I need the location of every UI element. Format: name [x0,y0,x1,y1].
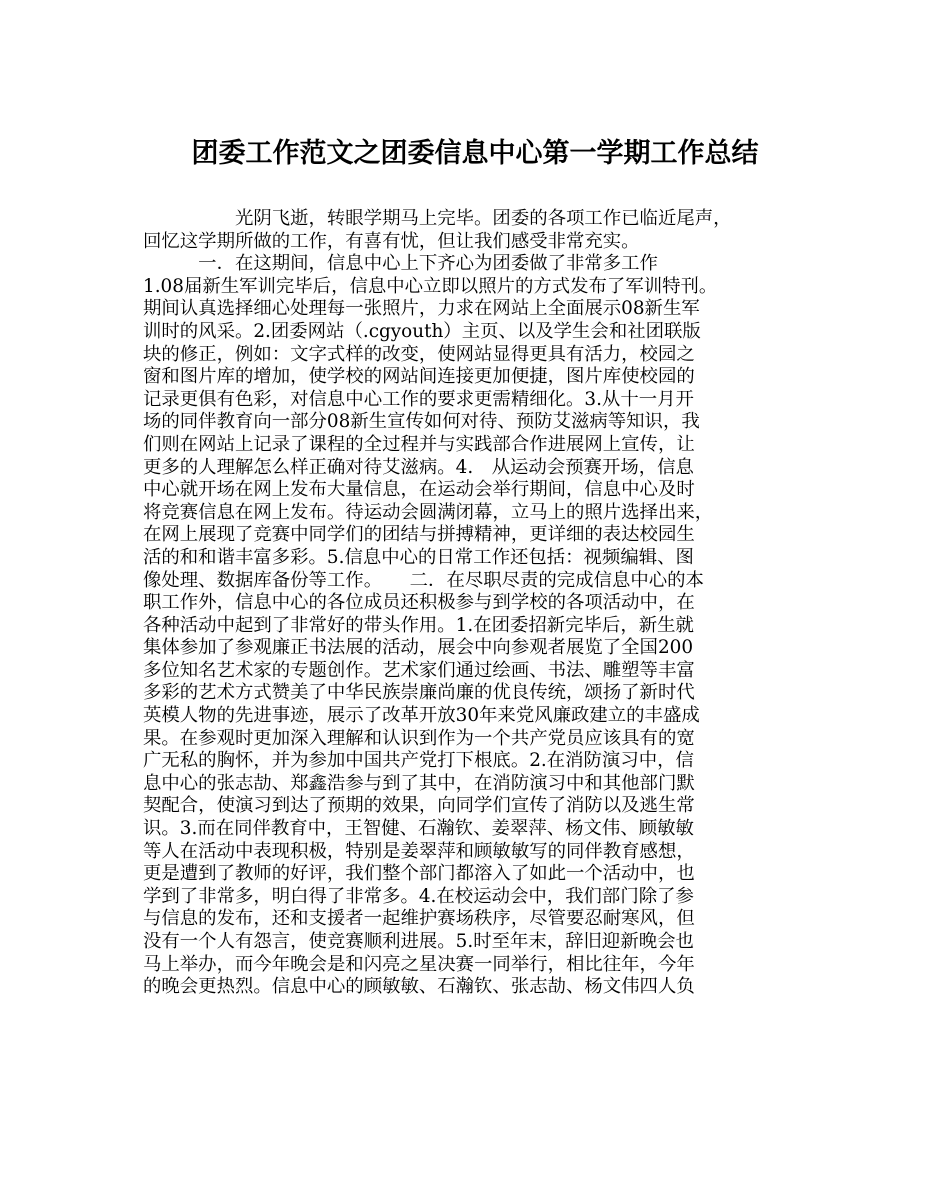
document-title: 团委工作范文之团委信息中心第一学期工作总结 [191,138,759,169]
body-line: 们则在网站上记录了课程的全过程并与实践部合作进展网上宣传，让 [143,433,695,455]
body-line: 契配合，使演习到达了预期的效果，向同学们宣传了消防以及逃生常 [143,795,695,817]
body-line: 在网上展现了竞赛中同学们的团结与拼搏精神，更详细的表达校园生 [143,524,695,546]
body-line: 的晚会更热烈。信息中心的顾敏敏、石瀚钦、张志劼、杨文伟四人负 [143,976,695,998]
body-line: 识。3.而在同伴教育中，王智健、石瀚钦、姜翠萍、杨文伟、顾敏敏 [143,818,694,840]
body-line: 集体参加了参观廉正书法展的活动，展会中向参观者展览了全国200 [143,637,694,659]
body-line: 场的同伴教育向一部分08新生宣传如何对待、预防艾滋病等知识，我 [143,411,700,433]
body-line: 各种活动中起到了非常好的带头作用。1.在团委招新完毕后，新生就 [143,614,694,636]
body-line: 期间认真选择细心处理每一张照片，力求在网站上全面展示08新生军 [143,298,700,320]
body-line: 更是遭到了教师的好评，我们整个部门都溶入了如此一个活动中，也 [143,863,695,885]
body-line: 像处理、数据库备份等工作。 二．在尽职尽责的完成信息中心的本 [143,569,704,591]
body-line: 记录更俱有色彩，对信息中心工作的要求更需精细化。3.从十一月开 [143,388,694,410]
body-line: 果。在参观时更加深入理解和认识到作为一个共产党员应该具有的宽 [143,727,695,749]
body-line: 回忆这学期所做的工作，有喜有忧，但让我们感受非常充实。 [143,230,640,252]
body-line: 训时的风采。2.团委网站（.cgyouth）主页、以及学生会和社团联版 [143,320,701,342]
body-line: 一．在这期间，信息中心上下齐心为团委做了非常多工作 [143,253,658,275]
body-line: 将竞赛信息在网上发布。待运动会圆满闭幕，立马上的照片选择出来， [143,501,714,523]
body-line: 多彩的艺术方式赞美了中华民族崇廉尚廉的优良传统，颂扬了新时代 [143,682,695,704]
body-line: 中心就开场在网上发布大量信息，在运动会举行期间，信息中心及时 [143,479,695,501]
body-line: 广无私的胸怀，并为参加中国共产党打下根底。2.在消防演习中，信 [143,750,694,772]
body-line: 光阴飞逝，转眼学期马上完毕。团委的各项工作已临近尾声， [143,208,732,229]
body-line: 更多的人理解怎么样正确对待艾滋病。4. 从运动会预赛开场，信息 [143,456,694,478]
body-line: 活的和和谐丰富多彩。5.信息中心的日常工作还包括：视频编辑、图 [143,546,694,568]
body-line: 窗和图片库的增加，使学校的网站间连接更加便捷，图片库使校园的 [143,366,695,388]
body-line: 等人在活动中表现积极，特别是姜翠萍和顾敏敏写的同伴教育感想， [143,840,695,862]
body-line: 块的修正，例如：文字式样的改变，使网站显得更具有活力，校园之 [143,343,695,365]
body-line: 学到了非常多，明白得了非常多。4.在校运动会中，我们部门除了参 [143,885,694,907]
body-line: 马上举办，而今年晚会是和闪亮之星决赛一同举行，相比往年，今年 [143,953,695,975]
body-line: 英模人物的先进事迹，展示了改革开放30年来党风廉政建立的丰盛成 [143,705,700,727]
body-line: 与信息的发布，还和支援者一起维护赛场秩序，尽管要忍耐寒风，但 [143,908,695,930]
body-line: 1.08届新生军训完毕后，信息中心立即以照片的方式发布了军训特刊。 [143,275,718,297]
document-body [143,208,811,999]
body-line: 职工作外，信息中心的各位成员还积极参与到学校的各项活动中，在 [143,592,695,614]
body-line: 没有一个人有怨言，使竞赛顺利进展。5.时至年末，辞旧迎新晚会也 [143,931,694,952]
body-line: 多位知名艺术家的专题创作。艺术家们通过绘画、书法、雕塑等丰富 [143,659,695,681]
body-line: 息中心的张志劼、郑鑫浩参与到了其中，在消防演习中和其他部门默 [143,772,695,794]
